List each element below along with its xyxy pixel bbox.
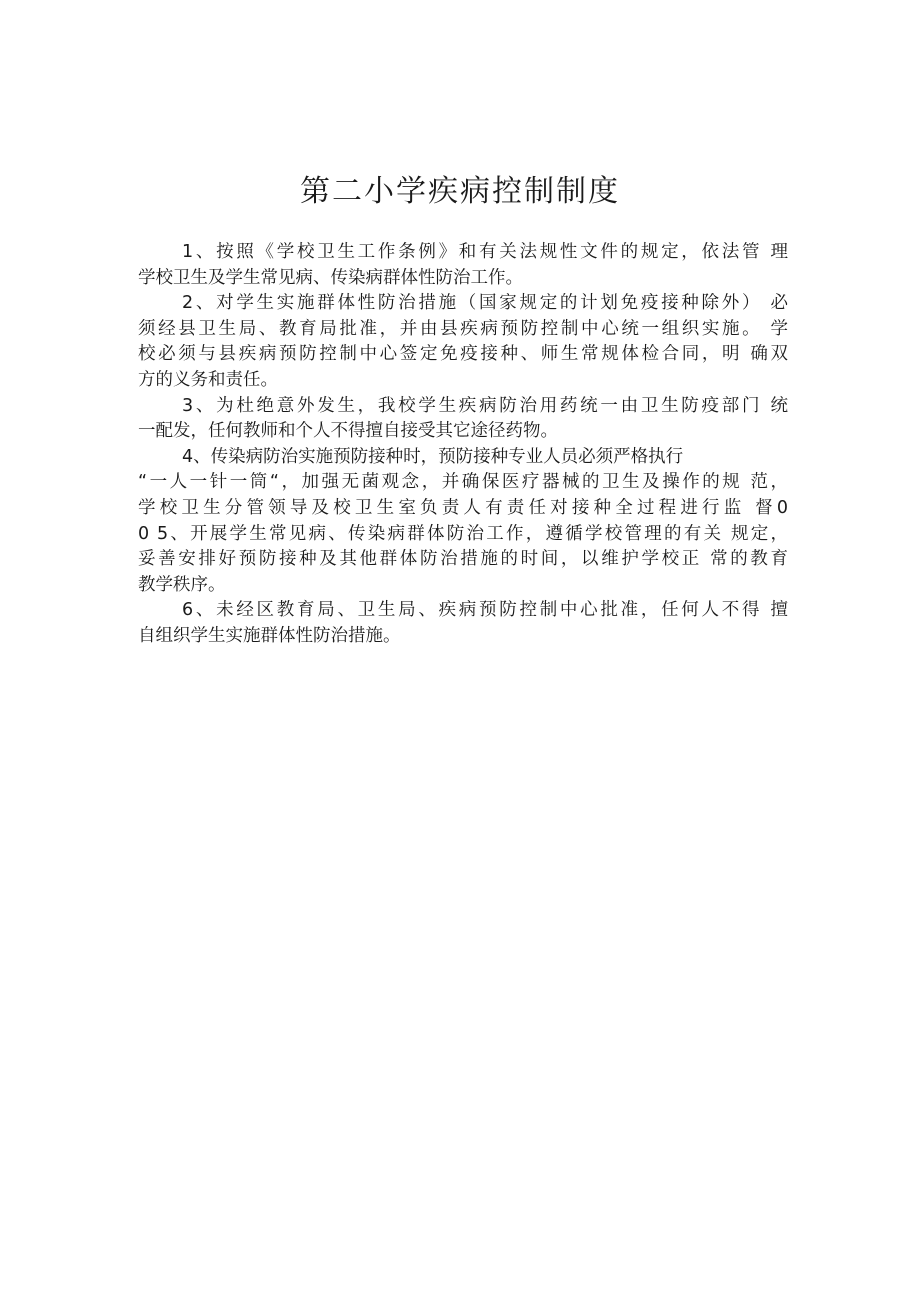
paragraph-2-line-2: 须经县卫生局、教育局批准，并由县疾病预防控制中心统一组织实施。 学 xyxy=(138,318,788,339)
paragraph-4-line-4: 0 5、开展学生常见病、传染病群体防治工作，遵循学校管理的有关 规定， xyxy=(138,523,788,544)
paragraph-2-line-4: 方的义务和责任。 xyxy=(138,369,278,390)
paragraph-2-line-1: 2、对学生实施群体性防治措施（国家规定的计划免疫接种除外） 必 xyxy=(182,293,788,314)
paragraph-4-line-3: 学校卫生分管领导及校卫生室负责人有责任对接种全过程进行监 督0 xyxy=(138,497,788,518)
paragraph-2-line-3: 校必须与县疾病预防控制中心签定免疫接种、师生常规体检合同，明 确双 xyxy=(138,344,788,365)
paragraph-1-line-1: 1、按照《学校卫生工作条例》和有关法规性文件的规定，依法管 理 xyxy=(182,242,788,262)
paragraph-4-line-5: 妥善安排好预防接种及其他群体防治措施的时间，以维护学校正 常的教育 xyxy=(138,549,788,570)
paragraph-4-line-1: 4、传染病防治实施预防接种时，预防接种专业人员必须严格执行 xyxy=(182,446,684,467)
document-title: 第二小学疾病控制制度 xyxy=(300,174,620,209)
paragraph-4-line-6: 教学秩序。 xyxy=(138,574,226,595)
paragraph-6-line-2: 自组织学生实施群体性防治措施。 xyxy=(138,625,401,646)
paragraph-3-line-2: 一配发，任何教师和个人不得擅自接受其它途径药物。 xyxy=(138,421,558,442)
paragraph-4-line-2: “一人一针一筒“，加强无菌观念，并确保医疗器械的卫生及操作的规 范， xyxy=(138,472,788,493)
paragraph-6-line-1: 6、未经区教育局、卫生局、疾病预防控制中心批准，任何人不得 擅 xyxy=(182,600,788,621)
paragraph-1-line-2: 学校卫生及学生常见病、传染病群体性防治工作。 xyxy=(138,267,523,288)
document-body xyxy=(138,240,788,650)
paragraph-3-line-1: 3、为杜绝意外发生，我校学生疾病防治用药统一由卫生防疫部门 统 xyxy=(182,395,788,416)
